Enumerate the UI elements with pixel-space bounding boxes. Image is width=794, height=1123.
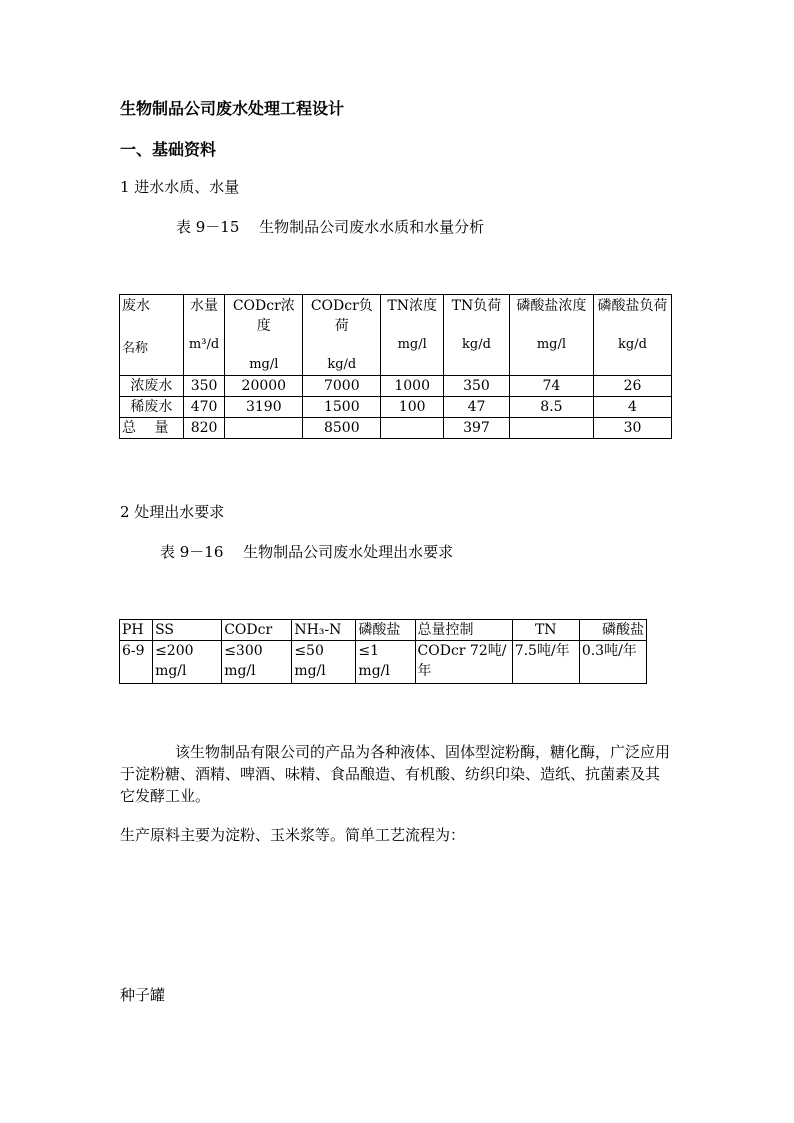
table-cell: 1000: [381, 376, 444, 397]
header-unit: kg/d: [462, 337, 491, 352]
table-cell: [225, 418, 303, 439]
table-cell: [381, 418, 444, 439]
subsection-inflow: 1 进水水质、水量: [120, 178, 240, 196]
table-cell: 1500: [303, 397, 381, 418]
table-cell: 8.5: [509, 397, 593, 418]
header-cell: 废水: [122, 298, 150, 314]
header-cell: CODcr浓度: [232, 298, 295, 334]
table-cell: 4: [593, 397, 671, 418]
header-cell: 磷酸盐: [579, 620, 646, 641]
table-cell: 470: [183, 397, 225, 418]
table2-caption: 表 9－16 生物制品公司废水处理出水要求: [160, 543, 454, 561]
header-cell: 磷酸盐浓度: [516, 298, 587, 314]
table-cell: 6-9: [120, 641, 153, 684]
table-cell: 74: [509, 376, 593, 397]
table-row: [120, 397, 672, 418]
table-cell: ≤50 mg/l: [292, 641, 356, 684]
header-cell: 磷酸盐: [356, 620, 415, 641]
table-cell: 397: [444, 418, 510, 439]
table-row: [120, 376, 672, 397]
process-node-seed-tank: 种子罐: [120, 986, 166, 1004]
header-unit: 名称: [122, 341, 149, 356]
table-cell: 7000: [303, 376, 381, 397]
table-cell: 稀废水: [120, 397, 184, 418]
header-cell: PH: [120, 620, 153, 641]
table-header-row: [120, 620, 647, 641]
table-cell: 47: [444, 397, 510, 418]
table-cell: 350: [183, 376, 225, 397]
table-cell: 820: [183, 418, 225, 439]
table-cell: 3190: [225, 397, 303, 418]
table-cell: 8500: [303, 418, 381, 439]
table1-caption: 表 9－15 生物制品公司废水水质和水量分析: [176, 218, 485, 236]
header-unit: kg/d: [618, 337, 647, 352]
table-cell: 0.3吨/年: [579, 641, 646, 684]
table-cell: 26: [593, 376, 671, 397]
table-cell: [509, 418, 593, 439]
table-cell: ≤1 mg/l: [356, 641, 415, 684]
header-unit: mg/l: [249, 357, 279, 372]
table-cell: 20000: [225, 376, 303, 397]
document-title: 生物制品公司废水处理工程设计: [120, 99, 345, 118]
subsection-outflow: 2 处理出水要求: [120, 503, 225, 521]
header-unit: m³/d: [188, 337, 220, 352]
table-cell: 30: [593, 418, 671, 439]
table-cell: 浓废水: [120, 376, 184, 397]
header-unit: mg/l: [536, 337, 567, 352]
table-cell: 总 量: [120, 418, 184, 439]
body-paragraph-materials: 生产原料主要为淀粉、玉米浆等。简单工艺流程为：: [120, 826, 466, 844]
table-cell: ≤200 mg/l: [153, 641, 222, 684]
header-cell: TN: [512, 620, 579, 641]
header-cell: SS: [153, 620, 222, 641]
table-cell: 350: [444, 376, 510, 397]
table-header-row: [120, 295, 672, 376]
outflow-requirements-table: [119, 619, 647, 684]
table-cell: 7.5吨/年: [512, 641, 579, 684]
header-unit: kg/d: [327, 357, 357, 372]
table-cell: CODcr 72吨/年: [415, 641, 512, 684]
body-paragraph: 该生物制品有限公司的产品为各种液体、固体型淀粉酶，糖化酶，广泛应用于淀粉糖、酒精、啤酒、味精、食品酿造、有机酸、纺织印染、造纸、抗菌素及其它发酵工业。: [120, 743, 671, 805]
header-cell: CODcr负荷: [310, 298, 373, 334]
header-cell: 水量: [190, 298, 219, 314]
table-cell: ≤300 mg/l: [222, 641, 292, 684]
table-row-total: [120, 418, 672, 439]
section-heading: 一、基础资料: [120, 140, 217, 159]
header-cell: NH₃-N: [292, 620, 356, 641]
table-cell: 100: [381, 397, 444, 418]
header-cell: 磷酸盐负荷: [597, 298, 668, 314]
inflow-quality-table: [119, 294, 672, 439]
header-cell: 总量控制: [415, 620, 512, 641]
header-cell: CODcr: [222, 620, 292, 641]
header-cell: TN负荷: [451, 298, 502, 314]
header-cell: TN浓度: [387, 298, 437, 314]
header-unit: mg/l: [397, 337, 427, 352]
table-row: [120, 641, 647, 684]
